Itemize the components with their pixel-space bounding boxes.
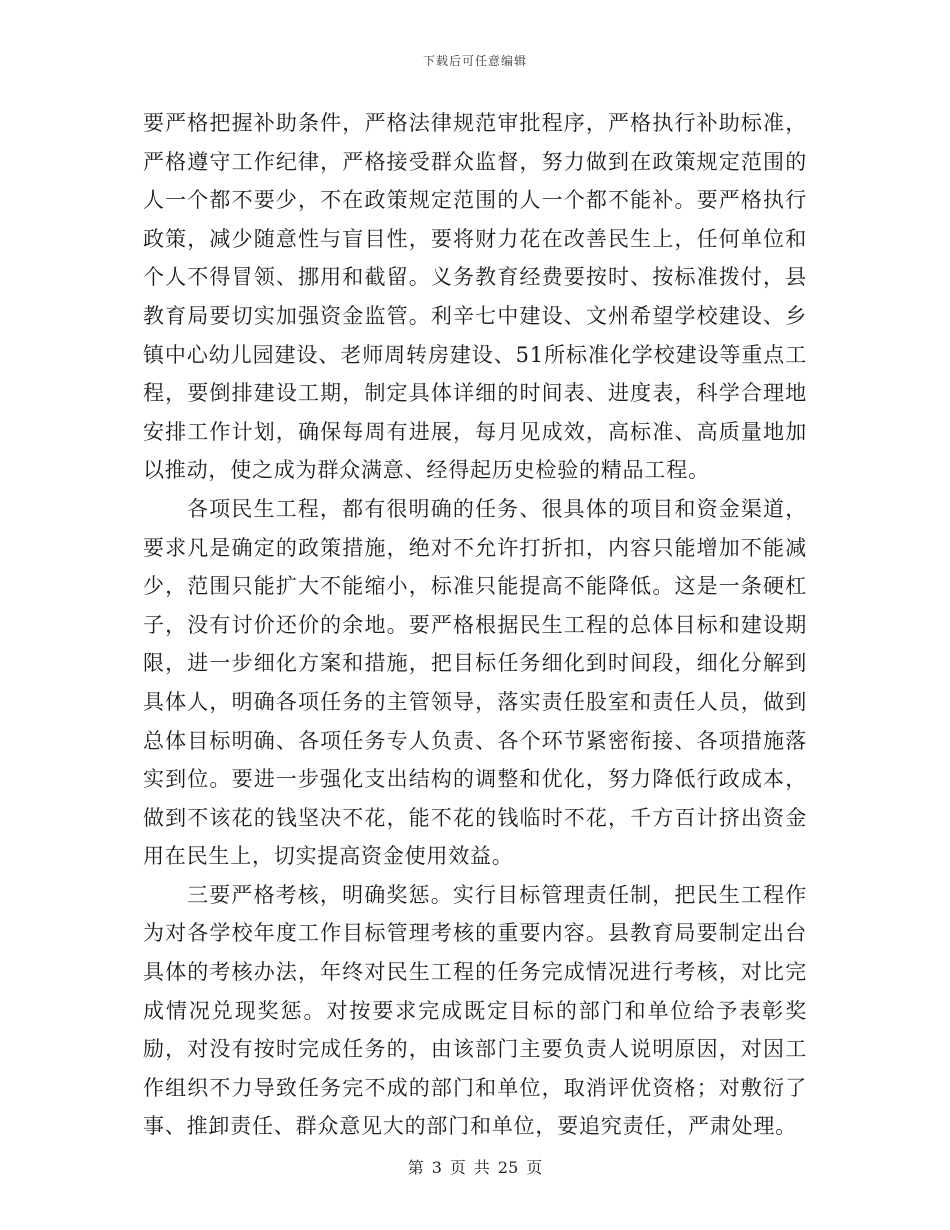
footer-page-unit: 页 (449, 1158, 466, 1177)
footer-total-word: 共 (473, 1158, 490, 1177)
total-pages: 25 (497, 1158, 519, 1177)
page-header: 下载后可任意编辑 (422, 54, 527, 68)
footer-total-unit: 页 (526, 1158, 543, 1177)
paragraph-2: 各项民生工程，都有很明确的任务、很具体的项目和资金渠道，要求凡是确定的政策措施，绝对不允许打折扣，内容只能增加不能减少，范围只能扩大不能缩小，标准只能提高不能降低。这是一条硬杠子，没有讨价还价的余地。要严格根据民生工程的总体目标和建设期限，进一步细化方案和措施，把目标任务细化到时间段，细化分解到具体人，明确各项任务的主管领导，落实责任股室和责任人员，做到总体目标明确、各项任务专人负责、各个环节紧密衔接、各项措施落实到位。要进一步强化支出结构的调整和优化，努力降低行政成本，做到不该花的钱坚决不花，能不花的钱临时不花，千方百计挤出资金用在民生上，切实提高资金使用效益。 (143, 496, 807, 869)
footer-prefix: 第 (407, 1158, 424, 1177)
page-footer (0, 1155, 950, 1178)
paragraph-1: 要严格把握补助条件，严格法律规范审批程序，严格执行补助标准，严格遵守工作纪律，严格接受群众监督，努力做到在政策规定范围的人一个都不要少，不在政策规定范围的人一个都不能补。要严格执行政策，减少随意性与盲目性，要将财力花在改善民生上，任何单位和个人不得冒领、挪用和截留。义务教育经费要按时、按标准拨付，县教育局要切实加强资金监管。利辛七中建设、文州希望学校建设、乡镇中心幼儿园建设、老师周转房建设、51所标准化学校建设等重点工程，要倒排建设工期，制定具体详细的时间表、进度表，科学合理地安排工作计划，确保每周有进展，每月见成效，高标准、高质量地加以推动，使之成为群众满意、经得起历史检验的精品工程。 (143, 111, 807, 483)
page-number: 3 (431, 1158, 442, 1177)
paragraph-3: 三要严格考核，明确奖惩。实行目标管理责任制，把民生工程作为对各学校年度工作目标管理考核的重要内容。县教育局要制定出台具体的考核办法，年终对民生工程的任务完成情况进行考核，对比完成情况兑现奖惩。对按要求完成既定目标的部门和单位给予表彰奖励，对没有按时完成任务的，由该部门主要负责人说明原因，对因工作组织不力导致任务完不成的部门和单位，取消评优资格；对敷衍了事、推卸责任、群众意见大的部门和单位，要追究责任，严肃处理。 (143, 882, 807, 1139)
document-body (143, 104, 807, 1146)
